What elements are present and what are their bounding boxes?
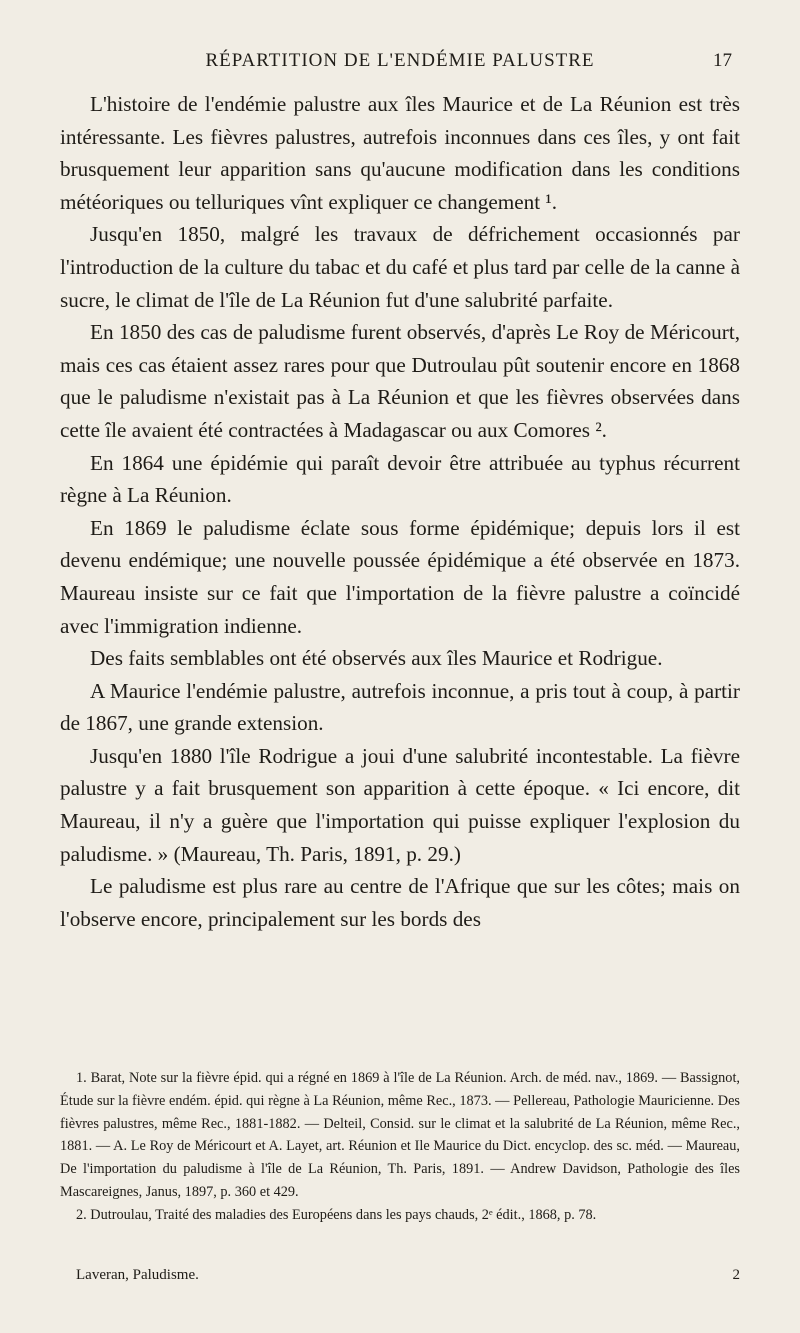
body-text xyxy=(60,88,740,935)
paragraph: Le paludisme est plus rare au centre de l'Afrique que sur les côtes; mais on l'observe encore, principalement sur les bords des xyxy=(60,874,740,931)
paragraph: En 1869 le paludisme éclate sous forme épidémique; depuis lors il est devenu endémique; une nouvelle poussée épidémique a été observée en 1873. Maureau insiste sur ce fait que l'importation de la fièvre palustre a coïncidé avec l'immigration indienne. xyxy=(60,515,740,638)
gathering-number: 2 xyxy=(732,1267,740,1283)
footnote: 1. Barat, Note sur la fièvre épid. qui a régné en 1869 à l'île de La Réunion. Arch. de méd. nav., 1869. — Bassignot, Étude sur la fièvre endém. épid. qui règne à La Réunion, même Rec., 1873. — Pellereau, Pathologie Mauricienne. Des fièvres palustres, même Rec., 1881-1882. — Delteil, Consid. sur le climat et la salubrité de La Réunion, même Rec., 1881. — A. Le Roy de Méricourt et A. Layet, art. Réunion et Ile Maurice du Dict. encyclop. des sc. méd. — Maureau, De l'importation du paludisme à l'île de La Réunion, Th. Paris, 1891. — Andrew Davidson, Pathologie des îles Mascareignes, Janus, 1897, p. 360 et 429. xyxy=(60,1070,740,1200)
paragraph: L'histoire de l'endémie palustre aux îles Maurice et de La Réunion est très intéressante. Les fièvres palustres, autrefois inconnues dans ces îles, y ont fait brusquement leur apparition sans qu'aucune modification dans les conditions météoriques ou telluriques vînt expliquer ce changement ¹. xyxy=(60,92,740,214)
page-number: 17 xyxy=(713,50,732,71)
paragraph: En 1850 des cas de paludisme furent observés, d'après Le Roy de Méricourt, mais ces cas étaient assez rares pour que Dutroulau pût soutenir encore en 1868 que le paludisme n'existait pas à La Réunion et que les fièvres observées dans cette île avaient été contractées à Madagascar ou aux Comores ². xyxy=(60,320,740,442)
footnote: 2. Dutroulau, Traité des maladies des Européens dans les pays chauds, 2ᵉ édit., 1868, p. 78. xyxy=(76,1206,597,1223)
footnotes xyxy=(60,1067,740,1227)
paragraph: En 1864 une épidémie qui paraît devoir être attribuée au typhus récurrent règne à La Réunion. xyxy=(60,450,740,508)
running-head: RÉPARTITION DE L'ENDÉMIE PALUSTRE xyxy=(205,50,595,71)
paragraph: Jusqu'en 1880 l'île Rodrigue a joui d'une salubrité incontestable. La fièvre palustre y a fait brusquement son apparition à cette époque. « Ici encore, dit Maureau, il n'y a guère que l'importation qui puisse expliquer l'explosion du paludisme. » (Maureau, Th. Paris, 1891, p. 29.) xyxy=(60,743,740,866)
paragraph: A Maurice l'endémie palustre, autrefois inconnue, a pris tout à coup, à partir de 1867, une grande extension. xyxy=(60,678,740,736)
signature-mark: Laveran, Paludisme. xyxy=(76,1267,199,1283)
paragraph: Jusqu'en 1850, malgré les travaux de défrichement occasionnés par l'introduction de la culture du tabac et du café et plus tard par celle de la canne à sucre, le climat de l'île de La Réunion fut d'une salubrité parfaite. xyxy=(60,222,740,312)
page-footer xyxy=(60,1267,740,1291)
paragraph: Des faits semblables ont été observés aux îles Maurice et Rodrigue. xyxy=(90,646,663,671)
page-header xyxy=(60,50,740,76)
